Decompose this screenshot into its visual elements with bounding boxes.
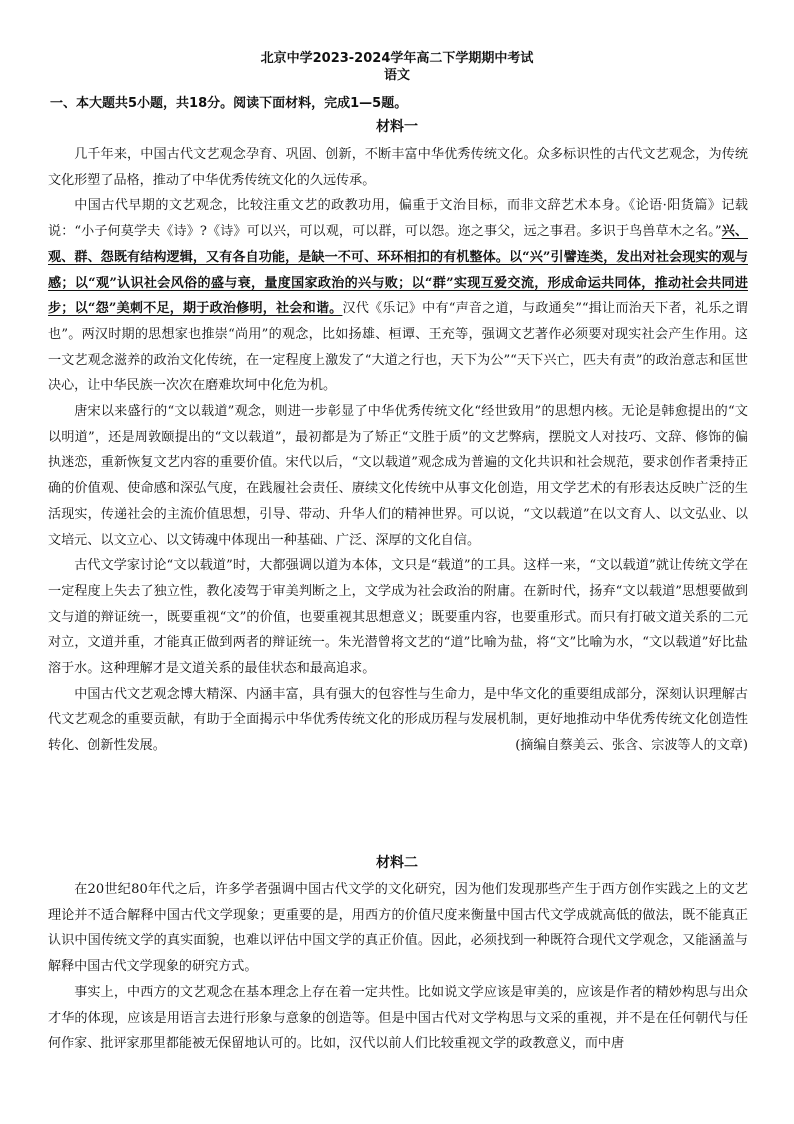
material1-emphasized-passage: 兴、观、群、怨既有结构逻辑，又有各自功能，是缺一不可、环环相扣的有机整体。以“兴”引譬连类，发出对社会现实的观与感；以“观”认识社会风俗的盛与衰，量度国家政治的兴与败；以“群”实现互爱交流，形成命运共同体，推动社会共同进步；以“怨”美刺不足，期于政治修明，社会和谐。 [48, 224, 749, 317]
material1-source-note: (摘编自蔡美云、张含、宗波等人的文章) [515, 738, 748, 754]
exam-title: 北京中学2023-2024学年高二下学期期中考试 [260, 51, 534, 66]
material2-body [48, 877, 748, 1057]
material2-paragraph-1: 在20世纪80年代之后，许多学者强调中国古代文学的文化研究，因为他们发现那些产生于西方创作实践之上的文艺理论并不适合解释中国古代文学现象；更重要的是，用西方的价值尺度来衡量中国古代文学成就高低的做法，既不能真正认识中国传统文学的真实面貌，也难以评估中国文学的真正价值。因此，必须找到一种既符合现代文学观念，又能涵盖与解释中国古代文学现象的研究方式。 [48, 882, 748, 975]
material1-paragraph-2-rest: 汉代《乐记》中有“声音之道，与政通矣”“揖让而治天下者，礼乐之谓也”。两汉时期的思想家也推崇“尚用”的观念，比如扬雄、桓谭、王充等，强调文艺著作必须要对现实社会产生作用。这一文艺观念滋养的政治文化传统，在一定程度上激发了“大道之行也，天下为公”“天下兴亡，匹夫有责”的政治意志和匡世决心，让中华民族一次次在磨难坎坷中化危为机。 [48, 301, 749, 394]
exam-subject: 语文 [383, 68, 410, 83]
material1-paragraph-3: 唐宋以来盛行的“文以载道”观念，则进一步彰显了中华优秀传统文化“经世致用”的思想内核。无论是韩愈提出的“文以明道”，还是周敦颐提出的“文以载道”，最初都是为了矫正“文胜于质”的文艺弊病，摆脱文人对技巧、文辞、修饰的偏执迷恋，重新恢复文艺内容的重要价值。宋代以后，“文以载道”观念成为普遍的文化共识和社会规范，要求创作者秉持正确的价值观、使命感和深弘气度，在践履社会责任、赓续文化传统中从事文化创造，用文学艺术的有形表达反映广泛的生活现实，传递社会的主流价值思想，引导、带动、升华人们的精神世界。可以说，“文以载道”在以文育人、以文弘业、以文培元、以文立心、以文铸魂中体现出一种基础、广泛、深厚的文化自信。 [48, 404, 748, 548]
material1-title: 材料一 [376, 119, 418, 135]
section-heading: 一、本大题共5小题，共18分。阅读下面材料，完成1—5题。 [50, 96, 408, 111]
material2-title: 材料二 [376, 855, 418, 871]
material1-paragraph-2-intro: 中国古代早期的文艺观念，比较注重文艺的政教功用，偏重于文治目标，而非文辞艺术本身。《论语·阳货篇》记载说：“小子何莫学夫《诗》?《诗》可以兴，可以观，可以群，可以怨。迩之事父，远之事君。多识于鸟兽草木之名。” [48, 198, 748, 240]
material2-paragraph-2: 事实上，中西方的文艺观念在基本理念上存在着一定共性。比如说文学应该是审美的，应该是作者的精妙构思与出众才华的体现，应该是用语言去进行形象与意象的创造等。但是中国古代对文学构思与文采的重视，并不是在任何朝代与任何作家、批评家那里都能被无保留地认可的。比如，汉代以前人们比较重视文学的政教意义，而中唐 [48, 984, 748, 1052]
material1-paragraph-5-text: 中国古代文艺观念博大精深、内涵丰富，具有强大的包容性与生命力，是中华文化的重要组成部分，深刻认识理解古代文艺观念的重要贡献，有助于全面揭示中华优秀传统文化的形成历程与发展机制，更好地推动中华优秀传统文化创造性转化、创新性发展。 [48, 686, 748, 754]
material1-paragraph-1: 几千年来，中国古代文艺观念孕育、巩固、创新，不断丰富中华优秀传统文化。众多标识性的古代文艺观念，为传统文化形塑了品格，推动了中华优秀传统文化的久远传承。 [48, 147, 748, 188]
material1-paragraph-5 [48, 682, 748, 759]
material1-paragraph-4: 古代文学家讨论“文以载道”时，大都强调以道为本体，文只是“载道”的工具。这样一来，“文以载道”就让传统文学在一定程度上失去了独立性，教化凌驾于审美判断之上，文学成为社会政治的附庸。在新时代，扬弃“文以载道”思想要做到文与道的辩证统一，既要重视“文”的价值，也要重视其思想意义；既要重内容，也要重形式。而只有打破文道关系的二元对立，文道并重，才能真正做到两者的辩证统一。朱光潜曾将文艺的“道”比喻为盐，将“文”比喻为水，“文以载道”好比盐溶于水。这种理解才是文道关系的最佳状态和最高追求。 [48, 558, 748, 677]
material1-paragraph-2 [48, 193, 748, 399]
material1-body [48, 142, 748, 759]
